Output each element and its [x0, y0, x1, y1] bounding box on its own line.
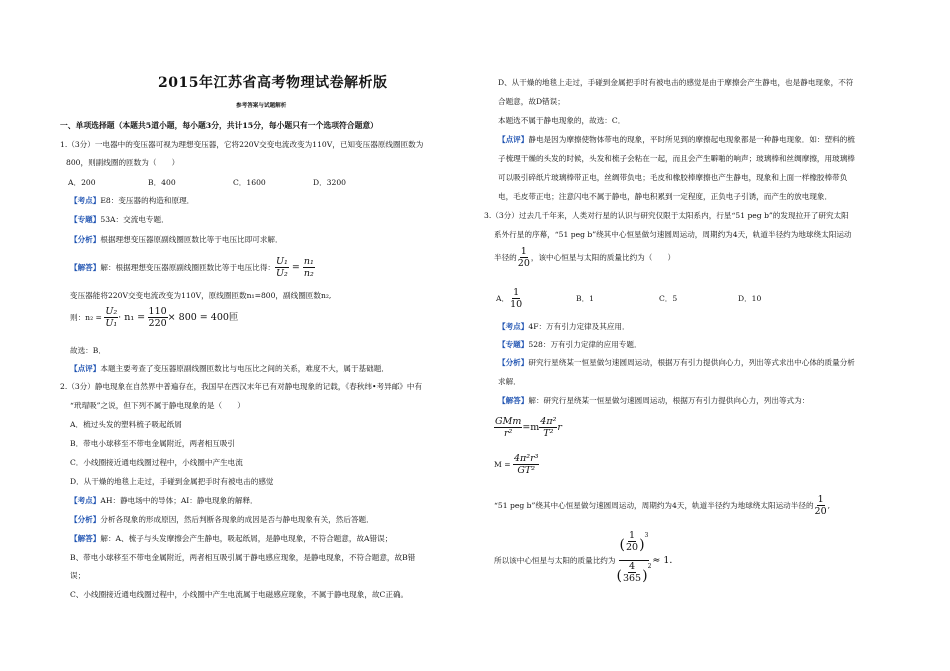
tag-fenxi: 【分析】 [70, 235, 101, 244]
tag-kaodian: 【考点】 [70, 196, 101, 205]
q2-kaodian-text: AH：静电场中的导体；AI：静电现象的解释． [100, 496, 258, 505]
q3-ratio-bot-frac: $\frac{4}{365}$ [622, 560, 642, 584]
q2-stem-line1: 2.（3分）静电现象在自然界中普遍存在，我国早在西汉末年已有对静电现象的记载，《春秋纬•考异邮》中有 [60, 382, 423, 391]
q3-stem-line2: 系外行星的序幕，“51 peg b”绕其中心恒星做匀速圆周运动，周期约为4天，轨道半径约为地球绕太阳运动 [494, 230, 852, 239]
q3-jieda-text: 解：研究行星绕某一恒星做匀速圆周运动，根据万有引力提供向心力，列出等式为： [528, 396, 810, 405]
q2-fenxi-text: 分析各现象的形成原因，然后判断各现象的成因是否与静电现象有关，然后答题． [100, 515, 374, 524]
q3-peg-line: “51 peg b”绕其中心恒星做匀速圆周运动，周期约为4天，轨道半径约为地球绕太阳运动半径的 $\frac{1}{20}$ , [494, 493, 831, 517]
q3-option-a: A． $\frac{1}{10}$ [496, 286, 523, 310]
q2-dianping-text-1: 静电是因为摩擦使物体带电的现象，平时所见到的摩擦起电现象都是一种静电现象．如：塑料的梳 [528, 135, 855, 144]
subtitle: 参考答案与试题解析 [236, 103, 287, 109]
q1-stem-line2: 800，则副线圈的匝数为（ ） [66, 158, 180, 167]
q3-kaodian: 【考点】4F：万有引力定律及其应用． [498, 322, 630, 331]
q1-eq2-frac-a: $\frac{\text{U₂}}{\text{U₁}}$ [105, 305, 118, 329]
q3-eq1-eq: =m [522, 421, 540, 433]
q1-eq2 [70, 302, 238, 332]
q1-eq2-frac-b: $\frac{110}{220}$ [148, 305, 167, 329]
q3-zhuanti-text: 528：万有引力定律的应用专题． [528, 340, 642, 349]
q1-eq2-mid: · n₁ = [118, 311, 146, 323]
q3-eq1-rhs: $\frac{\text{4π²}}{\text{T²}}$ [540, 415, 557, 439]
tag-dianping: 【点评】 [70, 364, 101, 373]
q2-dianping-l1: 【点评】静电是因为摩擦使物体带电的现象，平时所见到的摩擦起电现象都是一种静电现象．如：塑料的梳 [498, 135, 855, 144]
q3-jieda: 【解答】解：研究行星绕某一恒星做匀速圆周运动，根据万有引力提供向心力，列出等式为： [498, 396, 810, 405]
q2-fenxi: 【分析】分析各现象的形成原因，然后判断各现象的成因是否与静电现象有关，然后答题． [70, 515, 374, 524]
section-heading: 一、单项选择题（本题共5道小题，每小题3分，共计15分，每小题只有一个选项符合题意） [60, 121, 378, 130]
q2-jieda-c: C、小线圈接近通电线圈过程中，小线圈中产生电流属于电磁感应现象，不属于静电现象，故C正确。 [70, 590, 409, 599]
q3-eq2-lhs: M = [494, 459, 511, 469]
q3-option-b: B．1 [576, 294, 595, 303]
q3-fenxi-l2: 求解． [498, 377, 521, 386]
q3-ratio-top-frac: $\frac{1}{20}$ [625, 529, 639, 553]
q1-jieda-text: 解：根据理想变压器原副线圈匝数比等于电压比得： [100, 262, 276, 272]
q2-option-d: D．从干燥的地毯上走过，手碰到金属把手时有被电击的感觉 [70, 477, 274, 486]
q3-kaodian-text: 4F：万有引力定律及其应用． [528, 322, 630, 331]
q2-jieda-b2: 误； [70, 571, 86, 580]
q1-eq1-lhs: $\frac{\text{U₁}}{\text{U₂}}$ [276, 255, 288, 279]
q2-dianping-l3: 可以吸引碎纸片玻璃棒带正电，丝绸带负电；毛皮和橡胶棒摩擦也产生静电，现象和上面一样橡胶棒带负 [498, 173, 848, 182]
q1-jieda: 【解答】 解：根据理想变压器原副线圈匝数比等于电压比得： $\frac{\text{U₁}}{\text{U₂}}$ = $\frac{\text{n₁}}{\text{n₂}}$ [70, 255, 314, 279]
q3-option-d: D．10 [738, 294, 762, 303]
q3-stem-line3 [494, 242, 675, 272]
q3-stem-line3-suffix: ，该中心恒星与太阳的质量比约为（ ） [530, 252, 676, 262]
q1-eq1-rhs: $\frac{\text{n₁}}{\text{n₂}}$ [303, 255, 314, 279]
q3-ratio-result: ≈ 1． [652, 554, 679, 566]
q1-fenxi-text: 根据理想变压器原副线圈匝数比等于电压比即可求解． [100, 235, 283, 244]
q2-conclusion: 本题选不属于静电现象的，故选：C． [498, 116, 626, 125]
q2-jieda-a-text: 解：A、梳子与头发摩擦会产生静电，吸起纸屑，是静电现象，不符合题意，故A错误； [100, 534, 393, 543]
q1-dianping [70, 363, 389, 374]
q3-ratio-text: 所以该中心恒星与太阳的质量比约为 [494, 555, 616, 565]
q3-peg-text: “51 peg b”绕其中心恒星做匀速圆周运动，周期约为4天，轨道半径约为地球绕太阳运动半径的 [494, 500, 814, 510]
q2-jieda-d1: D、从干燥的地毯上走过，手碰到金属把手时有被电击的感觉是由于摩擦会产生静电，也是静电现象，不符 [498, 78, 854, 87]
q1-dianping-text: 本题主要考查了变压器原副线圈匝数比与电压比之间的关系，难度不大，属于基础题． [100, 364, 389, 373]
q1-kaodian-text: E8：变压器的构造和原理． [100, 196, 195, 205]
q3-option-c: C．5 [659, 294, 678, 303]
q3-option-a-frac: $\frac{1}{10}$ [510, 286, 523, 310]
q1-option-a: A．200 [68, 178, 96, 187]
q1-zhuanti-text: 53A：交流电专题． [100, 215, 169, 224]
q3-fenxi-l1: 【分析】研究行星绕某一恒星做匀速圆周运动，根据万有引力提供向心力，列出等式求出中心体的质量分析 [498, 358, 855, 367]
q3-ratio-bot-pow: 2 [647, 562, 652, 570]
tag-jieda: 【解答】 [70, 262, 101, 272]
q2-option-a: A．梳过头发的塑料梳子吸起纸屑 [70, 420, 182, 429]
q1-option-b: B．400 [148, 178, 176, 187]
q3-stem-line3-prefix: 半径的 [494, 252, 517, 262]
q1-stem-line1: 1.（3分）一电器中的变压器可视为理想变压器，它将220V交变电流改变为110V，已知变压器原线圈匝数为 [60, 140, 424, 149]
q2-dianping-l2: 子梳理干燥的头发的时候，头发和梳子会粘在一起，而且会产生噼啪的响声；玻璃棒和丝绸摩擦，用玻璃棒 [498, 154, 855, 163]
q3-ratio-line [494, 525, 679, 595]
q3-ratio-top-pow: 3 [644, 531, 649, 539]
q1-option-c: C．1600 [233, 178, 266, 187]
q2-option-b: B．带电小球移至不带电金属附近，两者相互吸引 [70, 439, 236, 448]
q2-jieda-a: 【解答】解：A、梳子与头发摩擦会产生静电，吸起纸屑，是静电现象，不符合题意，故A错误； [70, 534, 393, 543]
q3-eq2-frac: $\frac{\text{4π²r³}}{\text{GT²}}$ [513, 452, 539, 476]
q3-eq1-tail: r [557, 421, 562, 433]
q3-ratio-frac: ( $\frac{1}{20}$ ) $^3$ ( $\frac{4}{365}$ ) $^2$ [616, 529, 652, 584]
q3-zhuanti: 【专题】528：万有引力定律的应用专题． [498, 340, 642, 349]
q1-eq2-prefix: 则：n₂ = [70, 312, 102, 322]
q3-stem-line1: 3.（3分）过去几千年来，人类对行星的认识与研究仅限于太阳系内，行星“51 peg b”的发现拉开了研究太阳 [484, 211, 849, 220]
q2-option-c: C．小线圈接近通电线圈过程中，小线圈中产生电流 [70, 458, 243, 467]
page-title: 2015年江苏省高考物理试卷解析版 [158, 75, 388, 91]
q3-stem-frac: $\frac{1}{20}$ [517, 245, 530, 269]
q1-kaodian [70, 195, 194, 206]
q2-kaodian: 【考点】AH：静电场中的导体；AI：静电现象的解释． [70, 496, 258, 505]
q1-given: 变压器能将220V交变电流改变为110V，原线圈匝数n₁=800，副线圈匝数n₂, [70, 291, 332, 300]
q3-peg-frac: $\frac{1}{20}$ [814, 493, 827, 517]
tag-zhuanti: 【专题】 [70, 215, 101, 224]
q2-jieda-b1: B、带电小球移至不带电金属附近，两者相互吸引属于静电感应现象，是静电现象，不符合题意，故B错 [70, 553, 416, 562]
q3-fenxi-text: 研究行星绕某一恒星做匀速圆周运动，根据万有引力提供向心力，列出等式求出中心体的质量分析 [528, 358, 855, 367]
q3-eq1 [494, 410, 562, 444]
q2-jieda-d2: 合题意，故D错误； [498, 97, 565, 106]
q2-stem-line2: “玳瑁吸”之说，但下列不属于静电现象的是（ ） [70, 401, 245, 410]
q2-dianping-l4: 电，毛皮带正电；注意闪电不属于静电，静电积累到一定程度，正负电子引诱，而产生的放电现象． [498, 192, 833, 201]
q1-zhuanti [70, 214, 169, 225]
q1-fenxi [70, 234, 283, 245]
q1-conclusion: 故选：B． [70, 346, 106, 355]
q1-eq2-tail: × 800 = 400匝 [167, 311, 239, 323]
q1-option-d: D．3200 [313, 178, 347, 187]
q3-eq2 [494, 446, 539, 482]
q3-eq1-lhs: $\frac{\text{GMm}}{\text{r²}}$ [495, 415, 522, 439]
